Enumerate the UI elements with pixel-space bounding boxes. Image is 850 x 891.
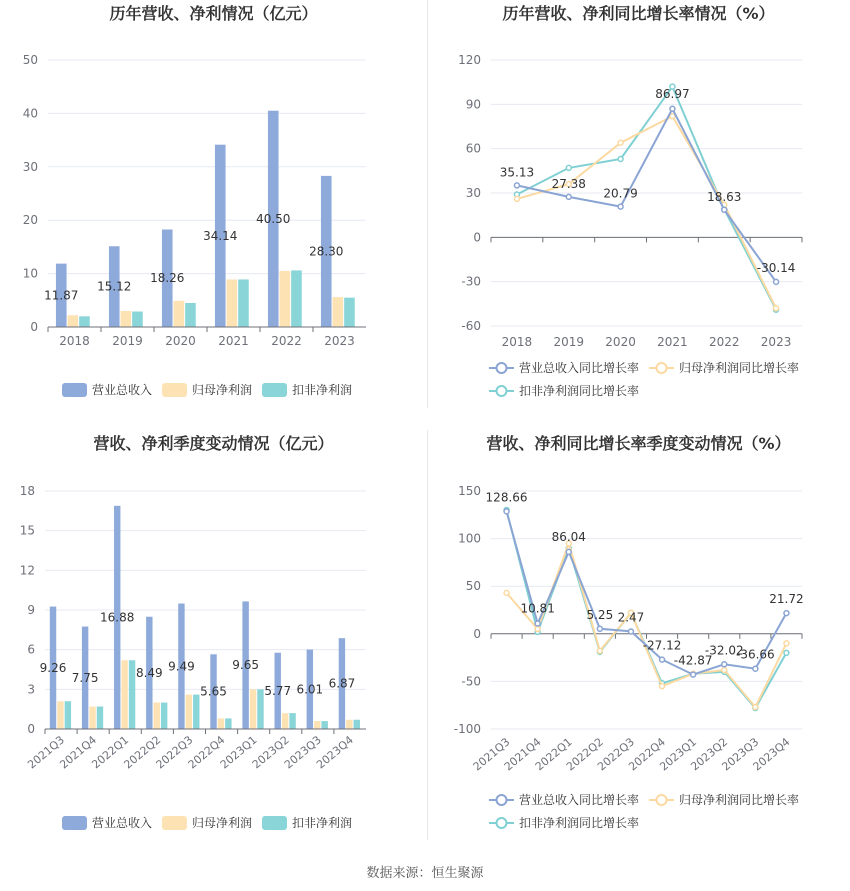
- divider: [427, 0, 428, 408]
- data-point: [535, 627, 540, 632]
- legend-label: 扣非净利润: [292, 816, 353, 830]
- bar: [161, 703, 167, 729]
- bar: [193, 695, 199, 729]
- data-label: 11.87: [44, 288, 79, 303]
- bar: [238, 279, 249, 327]
- divider: [427, 430, 428, 840]
- legend-marker-icon: [497, 386, 507, 396]
- y-tick-label: 150: [458, 484, 481, 498]
- data-label: 21.72: [769, 592, 804, 607]
- bar: [132, 312, 143, 327]
- data-label: 9.26: [39, 660, 67, 675]
- chart-svg: [427, 0, 850, 408]
- y-tick-label: 18: [19, 484, 35, 498]
- data-point: [504, 590, 509, 595]
- x-tick-label: 2021Q4: [57, 733, 100, 772]
- y-tick-label: 30: [465, 186, 481, 200]
- legend-swatch-icon: [162, 383, 187, 397]
- data-point: [566, 549, 571, 554]
- x-tick-label: 2018: [59, 334, 90, 348]
- y-tick-label: -60: [461, 319, 481, 333]
- x-tick-label: 2023Q1: [217, 733, 260, 772]
- data-label: 35.13: [499, 165, 535, 180]
- data-label: 40.50: [256, 211, 291, 226]
- x-tick-label: 2023Q2: [249, 733, 292, 772]
- chart-title: 营收、净利季度变动情况（亿元）: [93, 434, 334, 453]
- x-tick-label: 2023Q3: [719, 735, 762, 774]
- data-point: [774, 306, 779, 311]
- legend-label: 营业总收入同比增长率: [519, 793, 640, 807]
- legend-swatch-icon: [262, 383, 287, 397]
- y-tick-label: -30: [461, 274, 481, 289]
- chart-title: 历年营收、净利同比增长率情况（%）: [502, 4, 775, 23]
- x-tick-label: 2022: [708, 335, 740, 349]
- data-point: [535, 621, 540, 626]
- bar: [346, 720, 352, 729]
- data-point: [504, 509, 509, 514]
- data-label: 15.12: [97, 279, 132, 294]
- legend-swatch-icon: [62, 383, 87, 397]
- y-tick-label: 60: [465, 141, 481, 156]
- bar: [257, 689, 263, 729]
- legend-label: 营业总收入: [92, 383, 153, 397]
- bar: [333, 297, 344, 327]
- x-tick-label: 2022Q2: [121, 733, 164, 772]
- data-label: 10.81: [520, 601, 555, 616]
- data-point: [784, 611, 789, 616]
- data-point: [618, 157, 623, 162]
- bar: [57, 701, 63, 729]
- data-point: [691, 672, 696, 677]
- series-line: [517, 116, 776, 308]
- bar: [280, 271, 291, 327]
- y-tick-label: 15: [19, 523, 35, 538]
- bar: [121, 311, 132, 327]
- x-tick-label: 2023: [324, 334, 355, 348]
- data-point: [597, 626, 602, 631]
- y-tick-label: 0: [30, 320, 38, 334]
- data-point: [597, 648, 602, 653]
- x-tick-label: 2019: [112, 334, 143, 348]
- data-point: [618, 140, 623, 145]
- data-label: 9.65: [232, 658, 259, 673]
- y-tick-label: -100: [453, 722, 481, 736]
- legend-label: 扣非净利润同比增长率: [519, 384, 640, 398]
- annual-revenue-profit-chart: [0, 0, 427, 408]
- bar: [65, 701, 71, 729]
- chart-svg: [0, 0, 427, 408]
- x-tick-label: 2022Q2: [563, 735, 606, 774]
- y-tick-label: 20: [22, 213, 38, 228]
- data-label: 2.47: [617, 610, 645, 625]
- x-tick-label: 2023Q2: [688, 735, 731, 774]
- data-label: 20.79: [603, 186, 638, 201]
- quarterly-revenue-profit-chart: [0, 430, 427, 840]
- series-line: [507, 543, 787, 707]
- data-label: -27.12: [642, 638, 682, 653]
- bar: [186, 695, 192, 729]
- y-tick-label: -50: [461, 674, 481, 689]
- bar: [68, 315, 79, 327]
- x-tick-label: 2023Q4: [314, 733, 356, 772]
- data-point: [566, 165, 571, 170]
- legend-label: 归母净利润同比增长率: [679, 793, 800, 807]
- data-label: 5.77: [264, 683, 292, 698]
- chart-svg: [427, 430, 850, 840]
- data-point: [722, 207, 727, 212]
- bar: [129, 660, 135, 729]
- x-tick-label: 2021: [218, 334, 249, 348]
- y-tick-label: 0: [473, 626, 481, 641]
- bar: [321, 721, 327, 729]
- data-label: 34.14: [203, 228, 238, 243]
- y-tick-label: 100: [458, 531, 481, 546]
- data-point: [722, 667, 727, 672]
- data-label: 7.75: [71, 670, 99, 685]
- y-tick-label: 12: [19, 563, 35, 578]
- legend-marker-icon: [497, 795, 507, 805]
- data-label: 86.04: [551, 529, 586, 544]
- chart-title: 营收、净利同比增长率季度变动情况（%）: [486, 434, 791, 453]
- data-point: [722, 662, 727, 667]
- data-label: 27.38: [551, 176, 586, 191]
- quarterly-growth-rate-chart: [427, 430, 850, 840]
- data-label: 6.01: [296, 682, 324, 697]
- legend-marker-icon: [497, 363, 507, 373]
- data-label: 9.49: [168, 659, 195, 674]
- bar: [174, 301, 185, 327]
- bar: [344, 298, 355, 327]
- legend-swatch-icon: [262, 816, 287, 830]
- y-tick-label: 6: [27, 642, 35, 657]
- data-point: [784, 641, 789, 646]
- x-tick-label: 2022: [271, 334, 302, 348]
- legend-label: 归母净利润: [192, 383, 253, 397]
- x-tick-label: 2018: [501, 335, 533, 349]
- data-label: 5.25: [586, 607, 614, 622]
- x-tick-label: 2021: [657, 335, 688, 349]
- x-tick-label: 2022Q4: [185, 733, 228, 772]
- data-label: 6.87: [328, 676, 356, 691]
- data-point: [774, 279, 779, 284]
- bar: [227, 279, 238, 327]
- x-tick-label: 2020: [605, 335, 636, 349]
- data-label: 8.49: [135, 665, 163, 680]
- y-tick-label: 9: [27, 603, 35, 617]
- bar: [289, 713, 295, 729]
- legend-label: 营业总收入同比增长率: [519, 361, 640, 375]
- chart-title: 历年营收、净利情况（亿元）: [109, 4, 318, 23]
- bar: [79, 316, 90, 327]
- legend-marker-icon: [657, 795, 667, 805]
- x-tick-label: 2021Q3: [25, 733, 67, 772]
- data-label: 16.88: [100, 610, 135, 625]
- data-point: [514, 183, 519, 188]
- bar: [354, 720, 360, 729]
- chart-svg: [0, 430, 427, 840]
- data-label: -30.14: [756, 260, 796, 275]
- legend-label: 营业总收入: [92, 816, 153, 830]
- data-source-note: 数据来源：恒生聚源: [366, 866, 484, 881]
- bar: [225, 718, 231, 729]
- x-tick-label: 2022Q4: [626, 735, 668, 774]
- x-tick-label: 2022Q1: [89, 733, 132, 772]
- legend-marker-icon: [657, 363, 667, 373]
- legend-swatch-icon: [162, 816, 187, 830]
- x-tick-label: 2022Q3: [595, 735, 637, 774]
- data-point: [514, 196, 519, 201]
- bar: [97, 707, 103, 729]
- legend-marker-icon: [497, 818, 507, 828]
- x-tick-label: 2019: [553, 335, 585, 349]
- data-label: 86.97: [655, 86, 690, 101]
- data-point: [660, 684, 665, 689]
- x-tick-label: 2022Q1: [532, 735, 575, 774]
- x-tick-label: 2023: [760, 335, 792, 349]
- bar: [291, 270, 302, 327]
- x-tick-label: 2020: [165, 334, 196, 348]
- data-label: 128.66: [485, 490, 528, 505]
- bar: [154, 703, 160, 729]
- legend-label: 扣非净利润: [292, 383, 353, 397]
- data-point: [660, 657, 665, 662]
- data-label: -36.66: [736, 647, 775, 662]
- legend-label: 归母净利润: [192, 816, 253, 830]
- bar: [89, 707, 95, 729]
- legend-label: 扣非净利润同比增长率: [519, 816, 640, 830]
- x-tick-label: 2023Q3: [281, 733, 324, 772]
- bar: [314, 721, 320, 729]
- legend-label: 归母净利润同比增长率: [679, 361, 800, 375]
- x-tick-label: 2023Q1: [657, 735, 700, 774]
- legend-swatch-icon: [62, 816, 87, 830]
- bar: [121, 660, 127, 729]
- data-point: [753, 666, 758, 671]
- y-tick-label: 50: [22, 53, 38, 67]
- y-tick-label: 120: [458, 53, 481, 67]
- x-tick-label: 2021Q3: [470, 735, 513, 774]
- y-tick-label: 10: [22, 266, 38, 281]
- y-tick-label: 0: [27, 722, 35, 736]
- data-label: -42.87: [673, 653, 713, 668]
- data-label: 18.63: [707, 189, 742, 204]
- x-tick-label: 2021Q4: [501, 735, 544, 774]
- data-point: [784, 650, 789, 655]
- data-label: -32.02: [704, 643, 744, 658]
- bar: [282, 713, 288, 729]
- data-label: 28.30: [309, 244, 344, 259]
- data-label: 18.26: [150, 271, 185, 286]
- bar: [185, 303, 196, 327]
- y-tick-label: 3: [27, 682, 35, 697]
- annual-growth-rate-chart: [427, 0, 850, 408]
- bar: [250, 689, 256, 729]
- data-point: [566, 194, 571, 199]
- y-tick-label: 40: [22, 106, 38, 121]
- y-tick-label: 50: [465, 579, 481, 594]
- x-tick-label: 2023Q4: [750, 735, 793, 774]
- data-point: [628, 629, 633, 634]
- y-tick-label: 0: [473, 230, 481, 245]
- y-tick-label: 30: [22, 159, 38, 174]
- y-tick-label: 90: [465, 97, 481, 112]
- data-point: [753, 705, 758, 710]
- bar: [218, 718, 224, 729]
- data-point: [618, 204, 623, 209]
- data-label: 5.65: [200, 684, 227, 699]
- x-tick-label: 2022Q3: [153, 733, 196, 772]
- data-point: [670, 106, 675, 111]
